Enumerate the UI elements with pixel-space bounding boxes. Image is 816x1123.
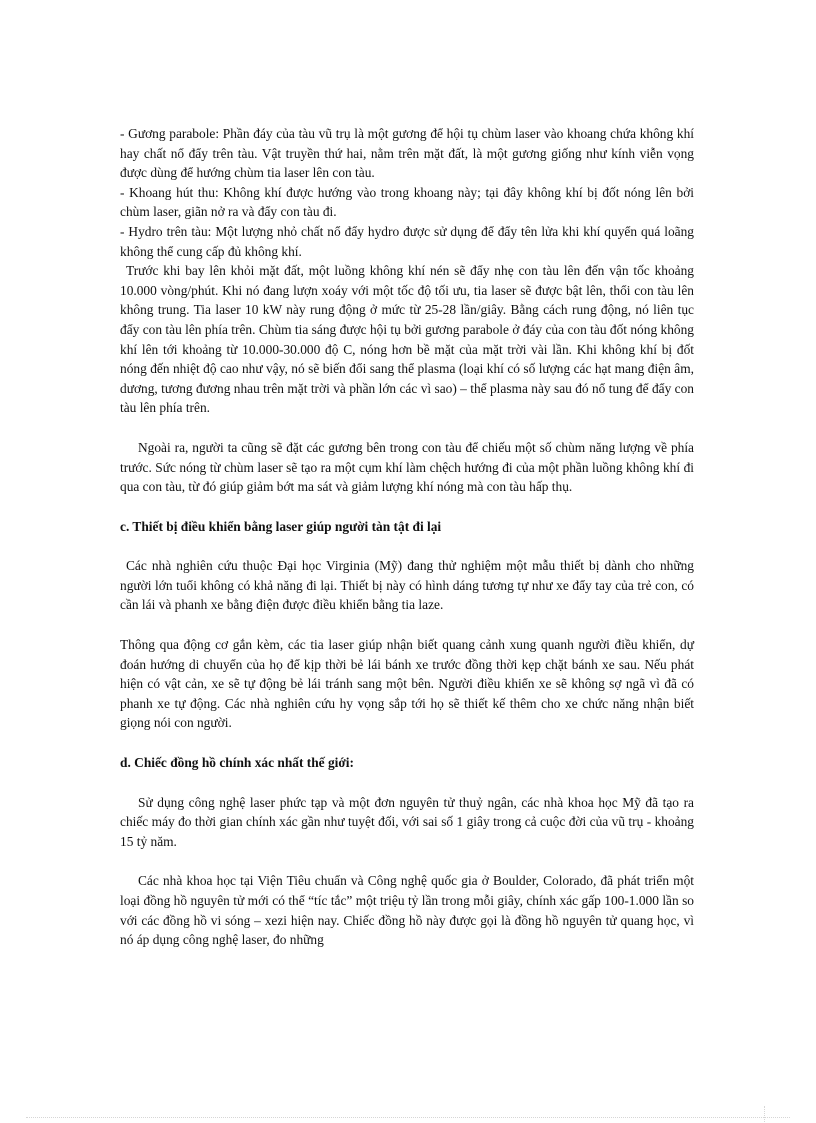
paragraph: - Khoang hút thu: Không khí được hướng vào trong khoang này; tại đây không khí bị đốt nóng lên bởi chùm laser, giãn nở ra và đẩy con tàu đi. bbox=[120, 184, 694, 220]
document-body bbox=[120, 124, 694, 950]
paragraph: Trước khi bay lên khỏi mặt đất, một luồng không khí nén sẽ đẩy nhẹ con tàu lên đến vận tốc khoảng 10.000 vòng/phút. Khi nó đang lượn xoáy với một tốc độ tối ưu, tia laser sẽ được bật lên, thổi con tàu lên không trung. Tia laser 10 kW này rung động ở mức từ 25-28 lần/giây. Bằng cách rung động, nó liên tục đẩy con tàu lên phía trên. Chùm tia sáng được hội tụ bởi gương parabole ở đáy của con tàu đốt nóng không khí lên tới khoảng từ 10.000-30.000 độ C, nóng hơn bề mặt của mặt trời vài lần. Khi không khí bị đốt nóng đến nhiệt độ cao như vậy, nó sẽ biến đổi sang thể plasma (loại khí có số lượng các hạt mang điện âm, dương, tương đương nhau trên mặt trời và phần lớn các vì sao) – thể plasma này sau đó nổ tung để đẩy con tàu lên phía trên. bbox=[120, 263, 694, 416]
paragraph-spacer bbox=[120, 497, 694, 517]
paragraph: - Gương parabole: Phần đáy của tàu vũ trụ là một gương để hội tụ chùm laser vào khoang chứa không khí hay chất nổ đẩy trên tàu. Vật truyền thứ hai, nằm trên mặt đất, là một gương giống như kính viễn vọng được dùng để hướng chùm tia laser lên con tàu. bbox=[120, 126, 694, 181]
paragraph-spacer bbox=[120, 773, 694, 793]
paragraph: Sử dụng công nghệ laser phức tạp và một đơn nguyên tử thuỷ ngân, các nhà khoa học Mỹ đã tạo ra chiếc máy đo thời gian chính xác gần như tuyệt đối, với sai số 1 giây trong cả cuộc đời của vũ trụ - khoảng 15 tỷ năm. bbox=[120, 794, 694, 849]
paragraph: Các nhà nghiên cứu thuộc Đại học Virginia (Mỹ) đang thử nghiệm một mẫu thiết bị dành cho những người lớn tuổi không có khả năng đi lại. Thiết bị này có hình dáng tương tự như xe đẩy tay của trẻ con, có cần lái và phanh xe bằng điện được điều khiển bằng tia laze. bbox=[120, 558, 694, 613]
section-heading: d. Chiếc đồng hồ chính xác nhất thế giới: bbox=[120, 755, 354, 771]
paragraph: Ngoài ra, người ta cũng sẽ đặt các gương bên trong con tàu để chiếu một số chùm năng lượng về phía trước. Sức nóng từ chùm laser sẽ tạo ra một cụm khí làm chệch hướng đi của một phần luồng không khí đi qua con tàu, từ đó giúp giảm bớt ma sát và giảm lượng khí nóng mà con tàu hấp thụ. bbox=[120, 439, 694, 495]
paragraph-spacer bbox=[120, 418, 694, 438]
section-heading: c. Thiết bị điều khiển bằng laser giúp người tàn tật đi lại bbox=[120, 518, 442, 534]
paragraph-spacer bbox=[120, 733, 694, 753]
paragraph: Thông qua động cơ gắn kèm, các tia laser giúp nhận biết quang cảnh xung quanh người điều khiển, dự đoán hướng di chuyển của họ để kịp thời bẻ lái bánh xe trước đồng thời kẹp chặt bánh xe sau. Nếu phát hiện có vật cản, xe sẽ tự động bẻ lái tránh sang một bên. Người điều khiển xe sẽ không sợ ngã vì đã có phanh xe tự động. Các nhà nghiên cứu hy vọng sắp tới họ sẽ thiết kế thêm cho xe chức năng nhận biết giọng nói con người. bbox=[120, 637, 694, 731]
paragraph: - Hydro trên tàu: Một lượng nhỏ chất nổ đẩy hydro được sử dụng để đẩy tên lửa khi khí quyển quá loãng không thể cung cấp đủ không khí. bbox=[120, 223, 694, 259]
page-corner-mark bbox=[764, 1106, 765, 1122]
paragraph: Các nhà khoa học tại Viện Tiêu chuẩn và Công nghệ quốc gia ở Boulder, Colorado, đã phát triển một loại đồng hồ nguyên tử mới có thể “tíc tắc” một triệu tỷ lần trong mỗi giây, chính xác gấp 100-1.000 lần so với các đồng hồ vi sóng – xezi hiện nay. Chiếc đồng hồ này được gọi là đồng hồ nguyên tử quang học, vì nó áp dụng công nghệ laser, đo những bbox=[120, 873, 694, 948]
paragraph-spacer bbox=[120, 615, 694, 635]
paragraph-spacer bbox=[120, 536, 694, 556]
page-footer-divider bbox=[26, 1117, 790, 1118]
paragraph-spacer bbox=[120, 851, 694, 871]
